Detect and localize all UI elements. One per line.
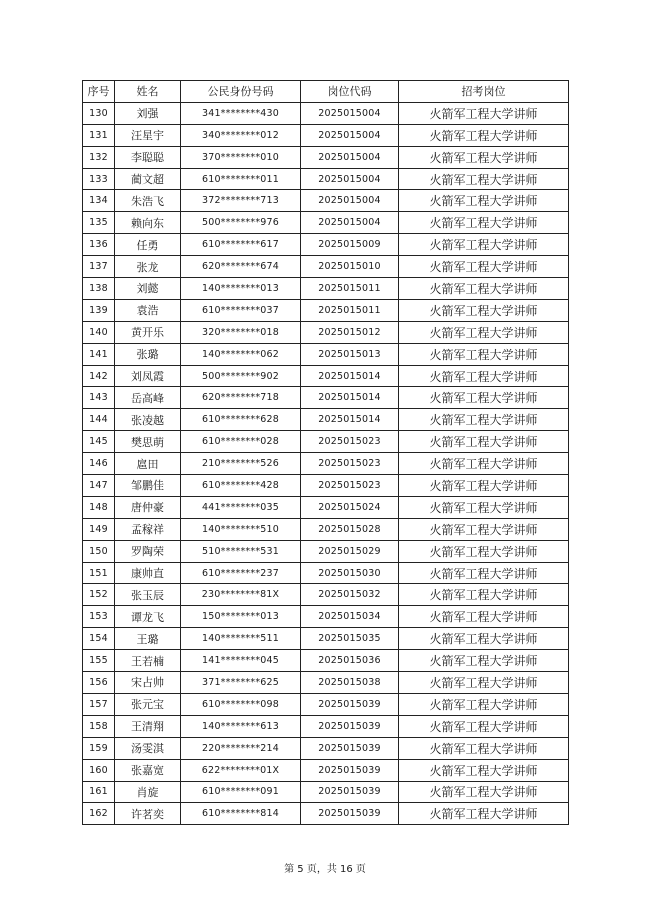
table-row [83, 496, 569, 518]
post-code-cell: 2025015036 [301, 650, 399, 672]
serial-number-cell: 158 [83, 715, 115, 737]
table-row [83, 715, 569, 737]
post-code-cell: 2025015035 [301, 628, 399, 650]
table-row [83, 650, 569, 672]
post-code-cell: 2025015004 [301, 124, 399, 146]
name-cell: 许茗奕 [115, 803, 181, 825]
post-code-cell: 2025015023 [301, 431, 399, 453]
post-code-cell: 2025015004 [301, 102, 399, 124]
serial-number-cell: 160 [83, 759, 115, 781]
post-code-cell: 2025015039 [301, 715, 399, 737]
table-row [83, 562, 569, 584]
name-cell: 赖向东 [115, 212, 181, 234]
table-row [83, 672, 569, 694]
name-cell: 罗陶荣 [115, 540, 181, 562]
serial-number-cell: 149 [83, 518, 115, 540]
id-number-cell: 140********510 [181, 518, 301, 540]
header-post-code: 岗位代码 [301, 81, 399, 103]
id-number-cell: 610********628 [181, 409, 301, 431]
serial-number-cell: 131 [83, 124, 115, 146]
serial-number-cell: 155 [83, 650, 115, 672]
name-cell: 岳高峰 [115, 387, 181, 409]
serial-number-cell: 136 [83, 234, 115, 256]
serial-number-cell: 130 [83, 102, 115, 124]
post-code-cell: 2025015039 [301, 737, 399, 759]
recruit-post-cell: 火箭军工程大学讲师 [399, 803, 569, 825]
serial-number-cell: 159 [83, 737, 115, 759]
serial-number-cell: 138 [83, 278, 115, 300]
id-number-cell: 610********037 [181, 299, 301, 321]
serial-number-cell: 143 [83, 387, 115, 409]
id-number-cell: 441********035 [181, 496, 301, 518]
post-code-cell: 2025015013 [301, 343, 399, 365]
serial-number-cell: 157 [83, 693, 115, 715]
table-row [83, 693, 569, 715]
table-row [83, 299, 569, 321]
table-body [83, 102, 569, 824]
id-number-cell: 140********511 [181, 628, 301, 650]
recruit-post-cell: 火箭军工程大学讲师 [399, 102, 569, 124]
header-id-number: 公民身份号码 [181, 81, 301, 103]
header-name: 姓名 [115, 81, 181, 103]
post-code-cell: 2025015023 [301, 453, 399, 475]
header-recruit-post: 招考岗位 [399, 81, 569, 103]
post-code-cell: 2025015028 [301, 518, 399, 540]
recruit-post-cell: 火箭军工程大学讲师 [399, 146, 569, 168]
serial-number-cell: 144 [83, 409, 115, 431]
id-number-cell: 210********526 [181, 453, 301, 475]
serial-number-cell: 134 [83, 190, 115, 212]
post-code-cell: 2025015039 [301, 759, 399, 781]
serial-number-cell: 150 [83, 540, 115, 562]
recruit-post-cell: 火箭军工程大学讲师 [399, 737, 569, 759]
recruit-post-cell: 火箭军工程大学讲师 [399, 365, 569, 387]
post-code-cell: 2025015034 [301, 606, 399, 628]
name-cell: 邹鹏佳 [115, 475, 181, 497]
table-row [83, 343, 569, 365]
name-cell: 康帅直 [115, 562, 181, 584]
recruit-post-cell: 火箭军工程大学讲师 [399, 496, 569, 518]
id-number-cell: 610********617 [181, 234, 301, 256]
post-code-cell: 2025015014 [301, 365, 399, 387]
name-cell: 黄开乐 [115, 321, 181, 343]
id-number-cell: 140********613 [181, 715, 301, 737]
serial-number-cell: 133 [83, 168, 115, 190]
id-number-cell: 610********011 [181, 168, 301, 190]
serial-number-cell: 135 [83, 212, 115, 234]
table-row [83, 518, 569, 540]
name-cell: 王璐 [115, 628, 181, 650]
post-code-cell: 2025015030 [301, 562, 399, 584]
post-code-cell: 2025015014 [301, 387, 399, 409]
post-code-cell: 2025015014 [301, 409, 399, 431]
recruit-post-cell: 火箭军工程大学讲师 [399, 234, 569, 256]
table-row [83, 781, 569, 803]
recruit-post-cell: 火箭军工程大学讲师 [399, 168, 569, 190]
serial-number-cell: 151 [83, 562, 115, 584]
post-code-cell: 2025015011 [301, 299, 399, 321]
table-row [83, 584, 569, 606]
recruit-post-cell: 火箭军工程大学讲师 [399, 672, 569, 694]
serial-number-cell: 137 [83, 256, 115, 278]
table-row [83, 234, 569, 256]
id-number-cell: 610********091 [181, 781, 301, 803]
applicant-table [82, 80, 569, 825]
id-number-cell: 622********01X [181, 759, 301, 781]
post-code-cell: 2025015039 [301, 781, 399, 803]
recruit-post-cell: 火箭军工程大学讲师 [399, 256, 569, 278]
id-number-cell: 620********674 [181, 256, 301, 278]
recruit-post-cell: 火箭军工程大学讲师 [399, 343, 569, 365]
table-row [83, 256, 569, 278]
recruit-post-cell: 火箭军工程大学讲师 [399, 584, 569, 606]
post-code-cell: 2025015004 [301, 190, 399, 212]
name-cell: 刘凤霞 [115, 365, 181, 387]
name-cell: 刘强 [115, 102, 181, 124]
page-footer: 第 5 页，共 16 页 [284, 864, 366, 875]
name-cell: 孟稼祥 [115, 518, 181, 540]
serial-number-cell: 162 [83, 803, 115, 825]
post-code-cell: 2025015004 [301, 146, 399, 168]
post-code-cell: 2025015039 [301, 803, 399, 825]
table-row [83, 146, 569, 168]
table-row [83, 606, 569, 628]
serial-number-cell: 142 [83, 365, 115, 387]
name-cell: 蔺文超 [115, 168, 181, 190]
recruit-post-cell: 火箭军工程大学讲师 [399, 212, 569, 234]
name-cell: 张嘉宽 [115, 759, 181, 781]
recruit-post-cell: 火箭军工程大学讲师 [399, 278, 569, 300]
post-code-cell: 2025015038 [301, 672, 399, 694]
table-row [83, 387, 569, 409]
serial-number-cell: 139 [83, 299, 115, 321]
recruit-post-cell: 火箭军工程大学讲师 [399, 628, 569, 650]
id-number-cell: 372********713 [181, 190, 301, 212]
table-row [83, 453, 569, 475]
id-number-cell: 150********013 [181, 606, 301, 628]
table-row [83, 431, 569, 453]
post-code-cell: 2025015009 [301, 234, 399, 256]
post-code-cell: 2025015004 [301, 168, 399, 190]
post-code-cell: 2025015011 [301, 278, 399, 300]
name-cell: 任勇 [115, 234, 181, 256]
id-number-cell: 140********013 [181, 278, 301, 300]
recruit-post-cell: 火箭军工程大学讲师 [399, 431, 569, 453]
serial-number-cell: 148 [83, 496, 115, 518]
post-code-cell: 2025015032 [301, 584, 399, 606]
recruit-post-cell: 火箭军工程大学讲师 [399, 453, 569, 475]
id-number-cell: 220********214 [181, 737, 301, 759]
recruit-post-cell: 火箭军工程大学讲师 [399, 387, 569, 409]
table-row [83, 212, 569, 234]
serial-number-cell: 156 [83, 672, 115, 694]
table-row [83, 102, 569, 124]
recruit-post-cell: 火箭军工程大学讲师 [399, 124, 569, 146]
id-number-cell: 370********010 [181, 146, 301, 168]
name-cell: 王清翔 [115, 715, 181, 737]
name-cell: 朱浩飞 [115, 190, 181, 212]
name-cell: 张元宝 [115, 693, 181, 715]
name-cell: 王若楠 [115, 650, 181, 672]
recruit-post-cell: 火箭军工程大学讲师 [399, 781, 569, 803]
table-row [83, 475, 569, 497]
id-number-cell: 371********625 [181, 672, 301, 694]
id-number-cell: 610********814 [181, 803, 301, 825]
recruit-post-cell: 火箭军工程大学讲师 [399, 650, 569, 672]
name-cell: 张凌越 [115, 409, 181, 431]
serial-number-cell: 146 [83, 453, 115, 475]
recruit-post-cell: 火箭军工程大学讲师 [399, 540, 569, 562]
recruit-post-cell: 火箭军工程大学讲师 [399, 759, 569, 781]
table-row [83, 278, 569, 300]
id-number-cell: 320********018 [181, 321, 301, 343]
table-row [83, 540, 569, 562]
id-number-cell: 510********531 [181, 540, 301, 562]
recruit-post-cell: 火箭军工程大学讲师 [399, 475, 569, 497]
serial-number-cell: 132 [83, 146, 115, 168]
post-code-cell: 2025015029 [301, 540, 399, 562]
serial-number-cell: 161 [83, 781, 115, 803]
id-number-cell: 141********045 [181, 650, 301, 672]
recruit-post-cell: 火箭军工程大学讲师 [399, 409, 569, 431]
name-cell: 肖旋 [115, 781, 181, 803]
serial-number-cell: 152 [83, 584, 115, 606]
id-number-cell: 500********902 [181, 365, 301, 387]
header-row [83, 81, 569, 103]
table-row [83, 409, 569, 431]
id-number-cell: 500********976 [181, 212, 301, 234]
post-code-cell: 2025015012 [301, 321, 399, 343]
name-cell: 樊思萌 [115, 431, 181, 453]
name-cell: 汤雯淇 [115, 737, 181, 759]
id-number-cell: 610********098 [181, 693, 301, 715]
id-number-cell: 610********428 [181, 475, 301, 497]
table-row [83, 124, 569, 146]
post-code-cell: 2025015010 [301, 256, 399, 278]
table-row [83, 628, 569, 650]
header-serial-number: 序号 [83, 81, 115, 103]
recruit-post-cell: 火箭军工程大学讲师 [399, 693, 569, 715]
name-cell: 刘懿 [115, 278, 181, 300]
recruit-post-cell: 火箭军工程大学讲师 [399, 606, 569, 628]
name-cell: 袁浩 [115, 299, 181, 321]
id-number-cell: 620********718 [181, 387, 301, 409]
name-cell: 宋占帅 [115, 672, 181, 694]
table-row [83, 759, 569, 781]
id-number-cell: 610********028 [181, 431, 301, 453]
post-code-cell: 2025015004 [301, 212, 399, 234]
serial-number-cell: 147 [83, 475, 115, 497]
id-number-cell: 230********81X [181, 584, 301, 606]
table-header [83, 81, 569, 103]
post-code-cell: 2025015024 [301, 496, 399, 518]
id-number-cell: 340********012 [181, 124, 301, 146]
table-row [83, 365, 569, 387]
name-cell: 谭龙飞 [115, 606, 181, 628]
recruit-post-cell: 火箭军工程大学讲师 [399, 715, 569, 737]
recruit-post-cell: 火箭军工程大学讲师 [399, 562, 569, 584]
table-row [83, 168, 569, 190]
recruit-post-cell: 火箭军工程大学讲师 [399, 321, 569, 343]
table-row [83, 321, 569, 343]
serial-number-cell: 145 [83, 431, 115, 453]
id-number-cell: 610********237 [181, 562, 301, 584]
name-cell: 李聪聪 [115, 146, 181, 168]
name-cell: 张玉辰 [115, 584, 181, 606]
name-cell: 汪星宇 [115, 124, 181, 146]
post-code-cell: 2025015023 [301, 475, 399, 497]
serial-number-cell: 153 [83, 606, 115, 628]
id-number-cell: 341********430 [181, 102, 301, 124]
table-row [83, 803, 569, 825]
post-code-cell: 2025015039 [301, 693, 399, 715]
recruit-post-cell: 火箭军工程大学讲师 [399, 190, 569, 212]
table-row [83, 737, 569, 759]
name-cell: 唐仲豪 [115, 496, 181, 518]
serial-number-cell: 140 [83, 321, 115, 343]
name-cell: 张龙 [115, 256, 181, 278]
name-cell: 扈田 [115, 453, 181, 475]
serial-number-cell: 154 [83, 628, 115, 650]
serial-number-cell: 141 [83, 343, 115, 365]
table-row [83, 190, 569, 212]
recruit-post-cell: 火箭军工程大学讲师 [399, 518, 569, 540]
name-cell: 张璐 [115, 343, 181, 365]
id-number-cell: 140********062 [181, 343, 301, 365]
recruit-post-cell: 火箭军工程大学讲师 [399, 299, 569, 321]
